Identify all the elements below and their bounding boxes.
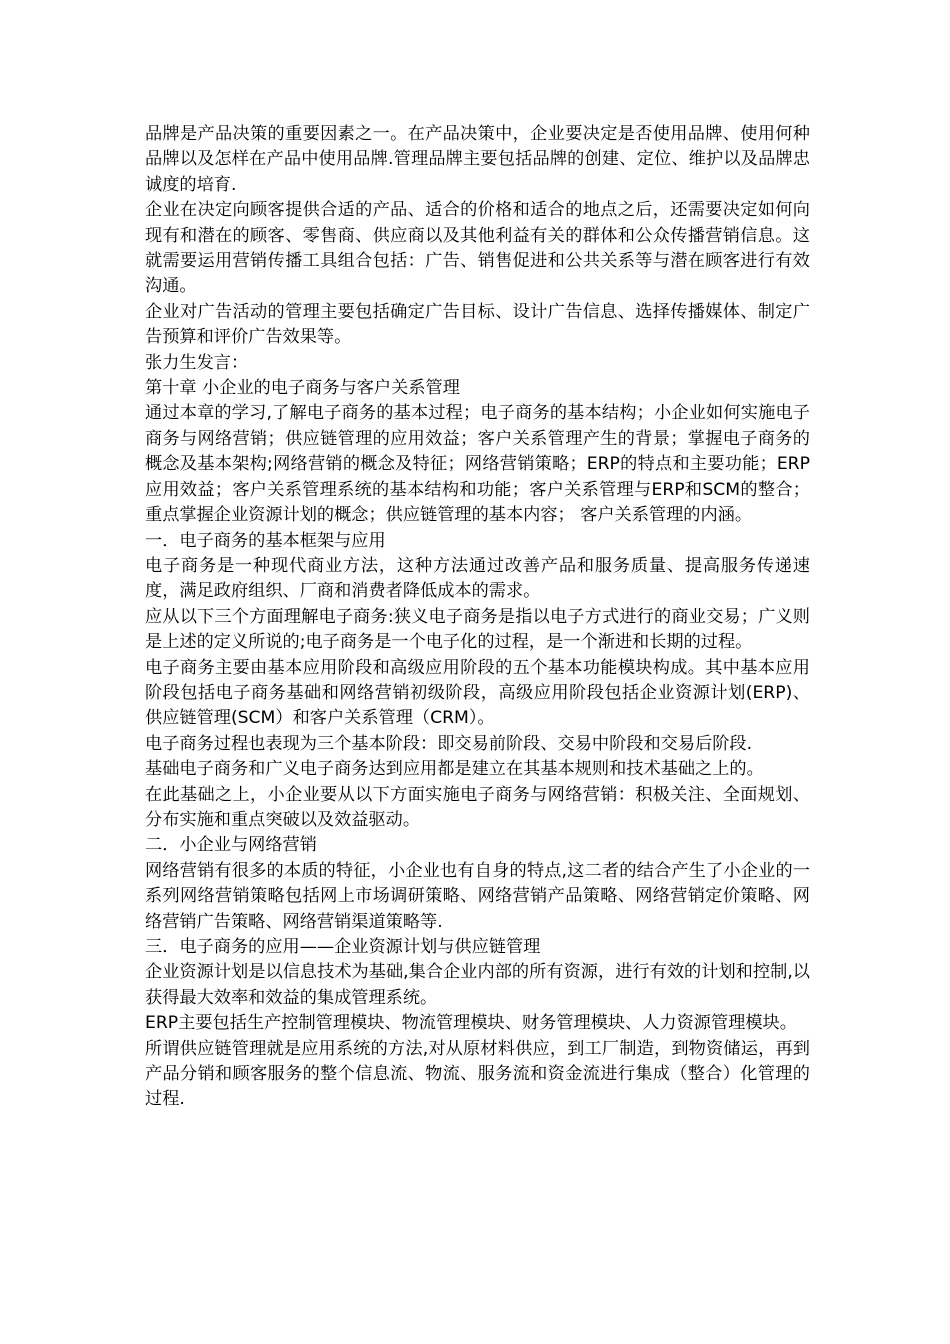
paragraph-ecommerce-aspects: 应从以下三个方面理解电子商务:狭义电子商务是指以电子方式进行的商业交易；广义则是上述的定义所说的;电子商务是一个电子化的过程，是一个渐进和长期的过程。 (145, 606, 810, 653)
paragraph-ecommerce-definition: 电子商务是一种现代商业方法，这种方法通过改善产品和服务质量、提高服务传递速度，满足政府组织、厂商和消费者降低成本的需求。 (145, 555, 810, 602)
paragraph-ecommerce-modules: 电子商务主要由基本应用阶段和高级应用阶段的五个基本功能模块构成。其中基本应用阶段包括电子商务基础和网络营销初级阶段，高级应用阶段包括企业资源计划(ERP)、供应链管理(SCM）和客户关系管理（CRM）。 (145, 657, 810, 729)
paragraph-network-marketing-strategies: 网络营销有很多的本质的特征，小企业也有自身的特点,这二者的结合产生了小企业的一系列网络营销策略包括网上市场调研策略、网络营销产品策略、网络营销定价策略、网络营销广告策略、网络营销渠道策略等. (145, 860, 810, 932)
section-heading-3: 三．电子商务的应用——企业资源计划与供应链管理 (145, 937, 541, 957)
speaker-label: 张力生发言： (145, 352, 249, 373)
document-body (145, 122, 810, 1113)
paragraph-erp-modules: ERP主要包括生产控制管理模块、物流管理模块、财务管理模块、人力资源管理模块。 (145, 1013, 797, 1034)
paragraph-ecommerce-foundation: 基础电子商务和广义电子商务达到应用都是建立在其基本规则和技术基础之上的。 (145, 759, 764, 780)
section-heading-2: 二．小企业与网络营销 (145, 835, 317, 856)
paragraph-marketing-communication: 企业在决定向顾客提供合适的产品、适合的价格和适合的地点之后，还需要决定如何向现有和潜在的顾客、零售商、供应商以及其他利益有关的群体和公众传播营销信息。这就需要运用营销传播工具组合包括：广告、销售促进和公共关系等与潜在顾客进行有效沟通。 (145, 200, 810, 297)
chapter-title: 第十章 小企业的电子商务与客户关系管理 (145, 378, 460, 399)
paragraph-chapter-objectives: 通过本章的学习,了解电子商务的基本过程；电子商务的基本结构；小企业如何实施电子商务与网络营销；供应链管理的应用效益；客户关系管理产生的背景；掌握电子商务的概念及基本架构;网络营销的概念及特征；网络营销策略；ERP的特点和主要功能；ERP应用效益；客户关系管理系统的基本结构和功能；客户关系管理与ERP和SCM的整合；重点掌握企业资源计划的概念；供应链管理的基本内容； 客户关系管理的内涵。 (145, 403, 810, 526)
paragraph-small-business-implementation: 在此基础之上，小企业要从以下方面实施电子商务与网络营销：积极关注、全面规划、分布实施和重点突破以及效益驱动。 (145, 784, 810, 830)
paragraph-ecommerce-stages: 电子商务过程也表现为三个基本阶段：即交易前阶段、交易中阶段和交易后阶段. (145, 733, 753, 754)
paragraph-brand-decision: 品牌是产品决策的重要因素之一。在产品决策中，企业要决定是否使用品牌、使用何种品牌以及怎样在产品中使用品牌.管理品牌主要包括品牌的创建、定位、维护以及品牌忠诚度的培育. (145, 124, 810, 195)
section-heading-1: 一．电子商务的基本框架与应用 (145, 530, 386, 551)
paragraph-erp-definition: 企业资源计划是以信息技术为基础,集合企业内部的所有资源，进行有效的计划和控制,以获得最大效率和效益的集成管理系统。 (145, 962, 810, 1008)
paragraph-advertising-management: 企业对广告活动的管理主要包括确定广告目标、设计广告信息、选择传播媒体、制定广告预算和评价广告效果等。 (145, 301, 810, 348)
paragraph-scm-definition: 所谓供应链管理就是应用系统的方法,对从原材料供应，到工厂制造，到物资储运，再到产品分销和顾客服务的整个信息流、物流、服务流和资金流进行集成（整合）化管理的过程. (145, 1038, 810, 1110)
